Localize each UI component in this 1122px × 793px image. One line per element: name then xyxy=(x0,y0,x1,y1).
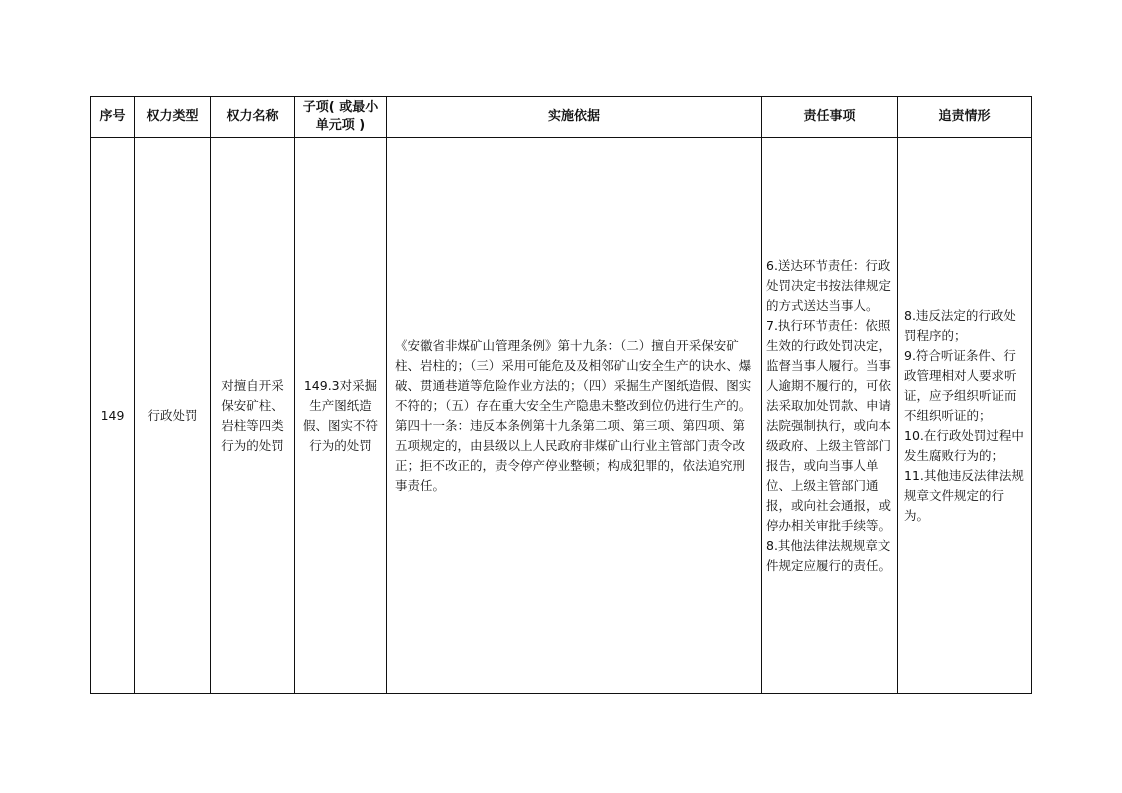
basis-paragraph: 第四十一条：违反本条例第十九条第二项、第三项、第四项、第五项规定的，由县级以上人民政府非煤矿山行业主管部门责令改正；拒不改正的，责令停产停业整顿；构成犯罪的，依法追究刑事责任。 xyxy=(395,417,746,493)
accountability-item: 9.符合听证条件、行政管理相对人要求听证，应予组织听证而不组织听证的； xyxy=(904,347,1017,423)
table-header-row xyxy=(91,97,1032,138)
header-responsibilities: 责任事项 xyxy=(762,97,898,138)
cell-basis xyxy=(387,138,762,694)
responsibility-item: 8.其他法律法规规章文件规定应履行的责任。 xyxy=(766,537,892,573)
cell-responsibilities xyxy=(762,138,898,694)
header-basis: 实施依据 xyxy=(387,97,762,138)
header-power-type: 权力类型 xyxy=(135,97,211,138)
cell-index: 149 xyxy=(91,138,135,694)
header-accountability: 追责情形 xyxy=(898,97,1032,138)
header-index: 序号 xyxy=(91,97,135,138)
cell-sub-item: 149.3对采掘生产图纸造假、图实不符行为的处罚 xyxy=(295,138,387,694)
basis-paragraph: 《安徽省非煤矿山管理条例》第十九条：（二）擅自开采保安矿柱、岩柱的；（三）采用可能危及及相邻矿山安全生产的诀水、爆破、贯通巷道等危险作业方法的；（四）采掘生产图纸造假、图实不符的；（五）存在重大安全生产隐患未整改到位仍进行生产的。 xyxy=(395,337,752,413)
accountability-item: 10.在行政处罚过程中发生腐败行为的； xyxy=(904,427,1024,463)
cell-accountability xyxy=(898,138,1032,694)
accountability-item: 11.其他违反法律法规规章文件规定的行为。 xyxy=(904,467,1024,523)
header-sub-item: 子项( 或最小单元项 ) xyxy=(295,97,387,138)
power-list-table xyxy=(90,96,1032,694)
accountability-item: 8.违反法定的行政处罚程序的； xyxy=(904,307,1016,343)
table-row xyxy=(91,138,1032,694)
cell-power-type: 行政处罚 xyxy=(135,138,211,694)
responsibility-item: 7.执行环节责任：依照生效的行政处罚决定，监督当事人履行。当事人逾期不履行的，可依法采取加处罚款、申请法院强制执行，或向本级政府、上级主管部门报告，或向当事人单位、上级主管部门通报，或向社会通报，或停办相关审批手续等。 xyxy=(766,317,892,533)
header-power-name: 权力名称 xyxy=(211,97,295,138)
responsibility-item: 6.送达环节责任：行政处罚决定书按法律规定的方式送达当事人。 xyxy=(766,257,892,313)
cell-power-name: 对擅自开采保安矿柱、岩柱等四类行为的处罚 xyxy=(211,138,295,694)
